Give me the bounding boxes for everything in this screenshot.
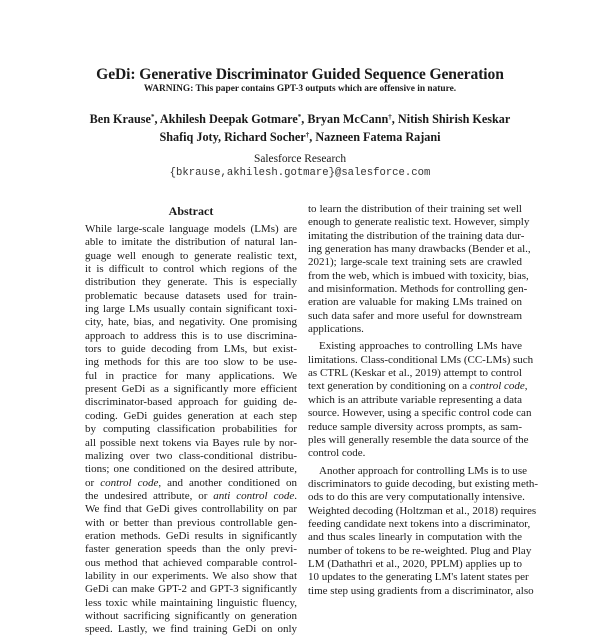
- author-name: Richard Socher: [224, 130, 306, 144]
- abstract-line: ful in practice for many applications. We: [85, 369, 297, 382]
- introduction-body: [308, 203, 539, 598]
- intro-line: 10 updates to the generating LM's latent states per: [308, 571, 529, 584]
- abstract-line: city, hate, bias, and negativity. One promising: [85, 316, 297, 329]
- abstract-line: distribution they generate. This is especially: [85, 276, 297, 289]
- author-name: Shafiq Joty: [159, 130, 219, 144]
- content-warning: WARNING: This paper contains GPT-3 outputs which are offensive in nature.: [143, 84, 457, 94]
- intro-line: LM (Dathathri et al., 2020, PPLM) applies up to: [308, 557, 522, 570]
- intro-line: ing generation has many drawbacks (Bender et al.,: [308, 243, 531, 256]
- intro-line: number of tokens to be re-weighted. Plug and Play: [308, 544, 532, 557]
- abstract-line: guage well enough to generate realistic text,: [85, 249, 297, 262]
- abstract-line: We find that GeDi gives controllability on par: [85, 503, 297, 516]
- intro-line: eration are valuable for making LMs trained on: [308, 296, 522, 309]
- author-list: [0, 109, 600, 145]
- abstract-line: approach to address this is to use discrimina-: [85, 329, 297, 342]
- intro-line: from the web, which is imbued with toxicity, bias,: [308, 269, 529, 282]
- author-line-2: Shafiq Joty, Richard Socher†, Nazneen Fatema Rajani: [159, 130, 441, 144]
- intro-line: feeding candidate next tokens into a discriminator,: [308, 517, 531, 530]
- author-name: Nitish Shirish Keskar: [397, 112, 511, 126]
- abstract-heading: Abstract: [168, 204, 214, 218]
- affiliation: Salesforce Research: [253, 153, 347, 165]
- intro-line: such data safer and more useful for downstream: [308, 309, 522, 322]
- abstract-line: it is difficult to control which regions of the: [85, 263, 297, 276]
- intro-paragraph: [308, 340, 534, 460]
- author-footnote-mark: †: [305, 131, 310, 139]
- author-name: Bryan McCann: [307, 112, 389, 126]
- author-line-1: Ben Krause*, Akhilesh Deepak Gotmare*, Bryan McCann†, Nitish Shirish Keskar: [89, 112, 511, 126]
- author-name: Ben Krause: [89, 112, 151, 126]
- abstract-line: ing large LMs usually contain significant toxi-: [85, 303, 297, 316]
- intro-line: time step using gradients from a discriminator, also: [308, 584, 534, 597]
- intro-line: limitations. Class-conditional LMs (CC-LMs) such: [308, 353, 534, 366]
- intro-line: discriminators to guide decoding, but existing meth-: [308, 477, 539, 490]
- abstract-line: While large-scale language models (LMs) are: [85, 223, 297, 235]
- abstract-line: coding. GeDi guides generation at each step: [85, 409, 297, 422]
- abstract-line: by computing classification probabilities for: [85, 423, 297, 436]
- abstract-line: discriminator-based approach for guiding de-: [85, 396, 297, 409]
- intro-line: enough to generate realistic text. However, simply: [308, 216, 530, 229]
- abstract-line: tors to guide decoding from LMs, but exist-: [85, 343, 297, 356]
- intro-line: 2021); large-scale text training sets are crawled: [308, 256, 522, 269]
- abstract-body: [85, 223, 297, 637]
- intro-line: which is an attribute variable representing a data: [308, 393, 522, 406]
- intro-line: and misinformation. Methods for controlling gen-: [308, 283, 528, 296]
- author-name: Akhilesh Deepak Gotmare: [159, 112, 298, 126]
- abstract-line: ing methods for this are too slow to be use-: [85, 356, 297, 369]
- abstract-line: with or better than previous controllable gen-: [85, 516, 297, 529]
- author-email: {bkrause,akhilesh.gotmare}@salesforce.com: [169, 167, 431, 179]
- abstract-line: all possible next tokens via Bayes rule by nor-: [85, 436, 297, 449]
- paper-title: GeDi: Generative Discriminator Guided Sequence Generation: [96, 66, 504, 83]
- intro-line: applications.: [308, 323, 364, 336]
- intro-line: and thus scales linearly in computation with the: [308, 531, 522, 544]
- abstract-line: lability in our experiments. We also show that: [85, 569, 297, 582]
- intro-line: text generation by conditioning on a control code,: [308, 380, 528, 393]
- abstract-line: present GeDi as a significantly more efficient: [85, 383, 297, 396]
- abstract-line: the undesired attribute, or anti control code.: [85, 489, 297, 502]
- abstract-line: less toxic while maintaining linguistic fluency,: [85, 596, 297, 609]
- abstract-line: able to imitate the distribution of natural lan-: [85, 236, 297, 249]
- abstract-line: or control code, and another conditioned on: [85, 476, 297, 489]
- abstract-line: without sacrificing significantly on generation: [85, 609, 297, 622]
- intro-line: control code.: [308, 447, 366, 460]
- author-name: Nazneen Fatema Rajani: [315, 130, 441, 144]
- abstract-line: problematic because datasets used for train-: [85, 289, 297, 302]
- intro-paragraph: [308, 203, 531, 336]
- intro-line: Another approach for controlling LMs is to use: [319, 464, 528, 477]
- intro-line: ples will generally resemble the data source of the: [308, 433, 529, 446]
- author-footnote-mark: *: [150, 113, 155, 121]
- abstract-line: malizing over two class-conditional distribu-: [85, 449, 297, 462]
- abstract-line: faster generation speeds than the only previ-: [85, 543, 297, 556]
- abstract-line: GeDi can make GPT-2 and GPT-3 significantly: [85, 583, 297, 596]
- abstract-line: speed. Lastly, we find training GeDi on only: [85, 623, 297, 636]
- intro-line: ods to do this are very computationally intensive.: [308, 491, 525, 504]
- intro-line: imitating the distribution of the training data dur-: [308, 229, 525, 242]
- intro-line: Weighted decoding (Holtzman et al., 2018) requires: [308, 504, 537, 517]
- intro-paragraph: [308, 464, 539, 598]
- intro-line: reduce sample diversity across prompts, as sam-: [308, 420, 522, 433]
- intro-line: to learn the distribution of their training set well: [308, 203, 522, 215]
- abstract-line: eration methods. GeDi results in significantly: [85, 529, 297, 542]
- abstract-line: tions; one conditioned on the desired attribute,: [85, 463, 297, 476]
- intro-line: as CTRL (Keskar et al., 2019) attempt to control: [308, 367, 522, 380]
- author-footnote-mark: †: [388, 113, 392, 121]
- intro-line: Existing approaches to controlling LMs have: [319, 340, 522, 353]
- author-footnote-mark: *: [297, 113, 302, 121]
- abstract-line: ous method that achieved comparable control-: [85, 556, 297, 569]
- intro-line: source. However, using a specific control code can: [308, 407, 532, 420]
